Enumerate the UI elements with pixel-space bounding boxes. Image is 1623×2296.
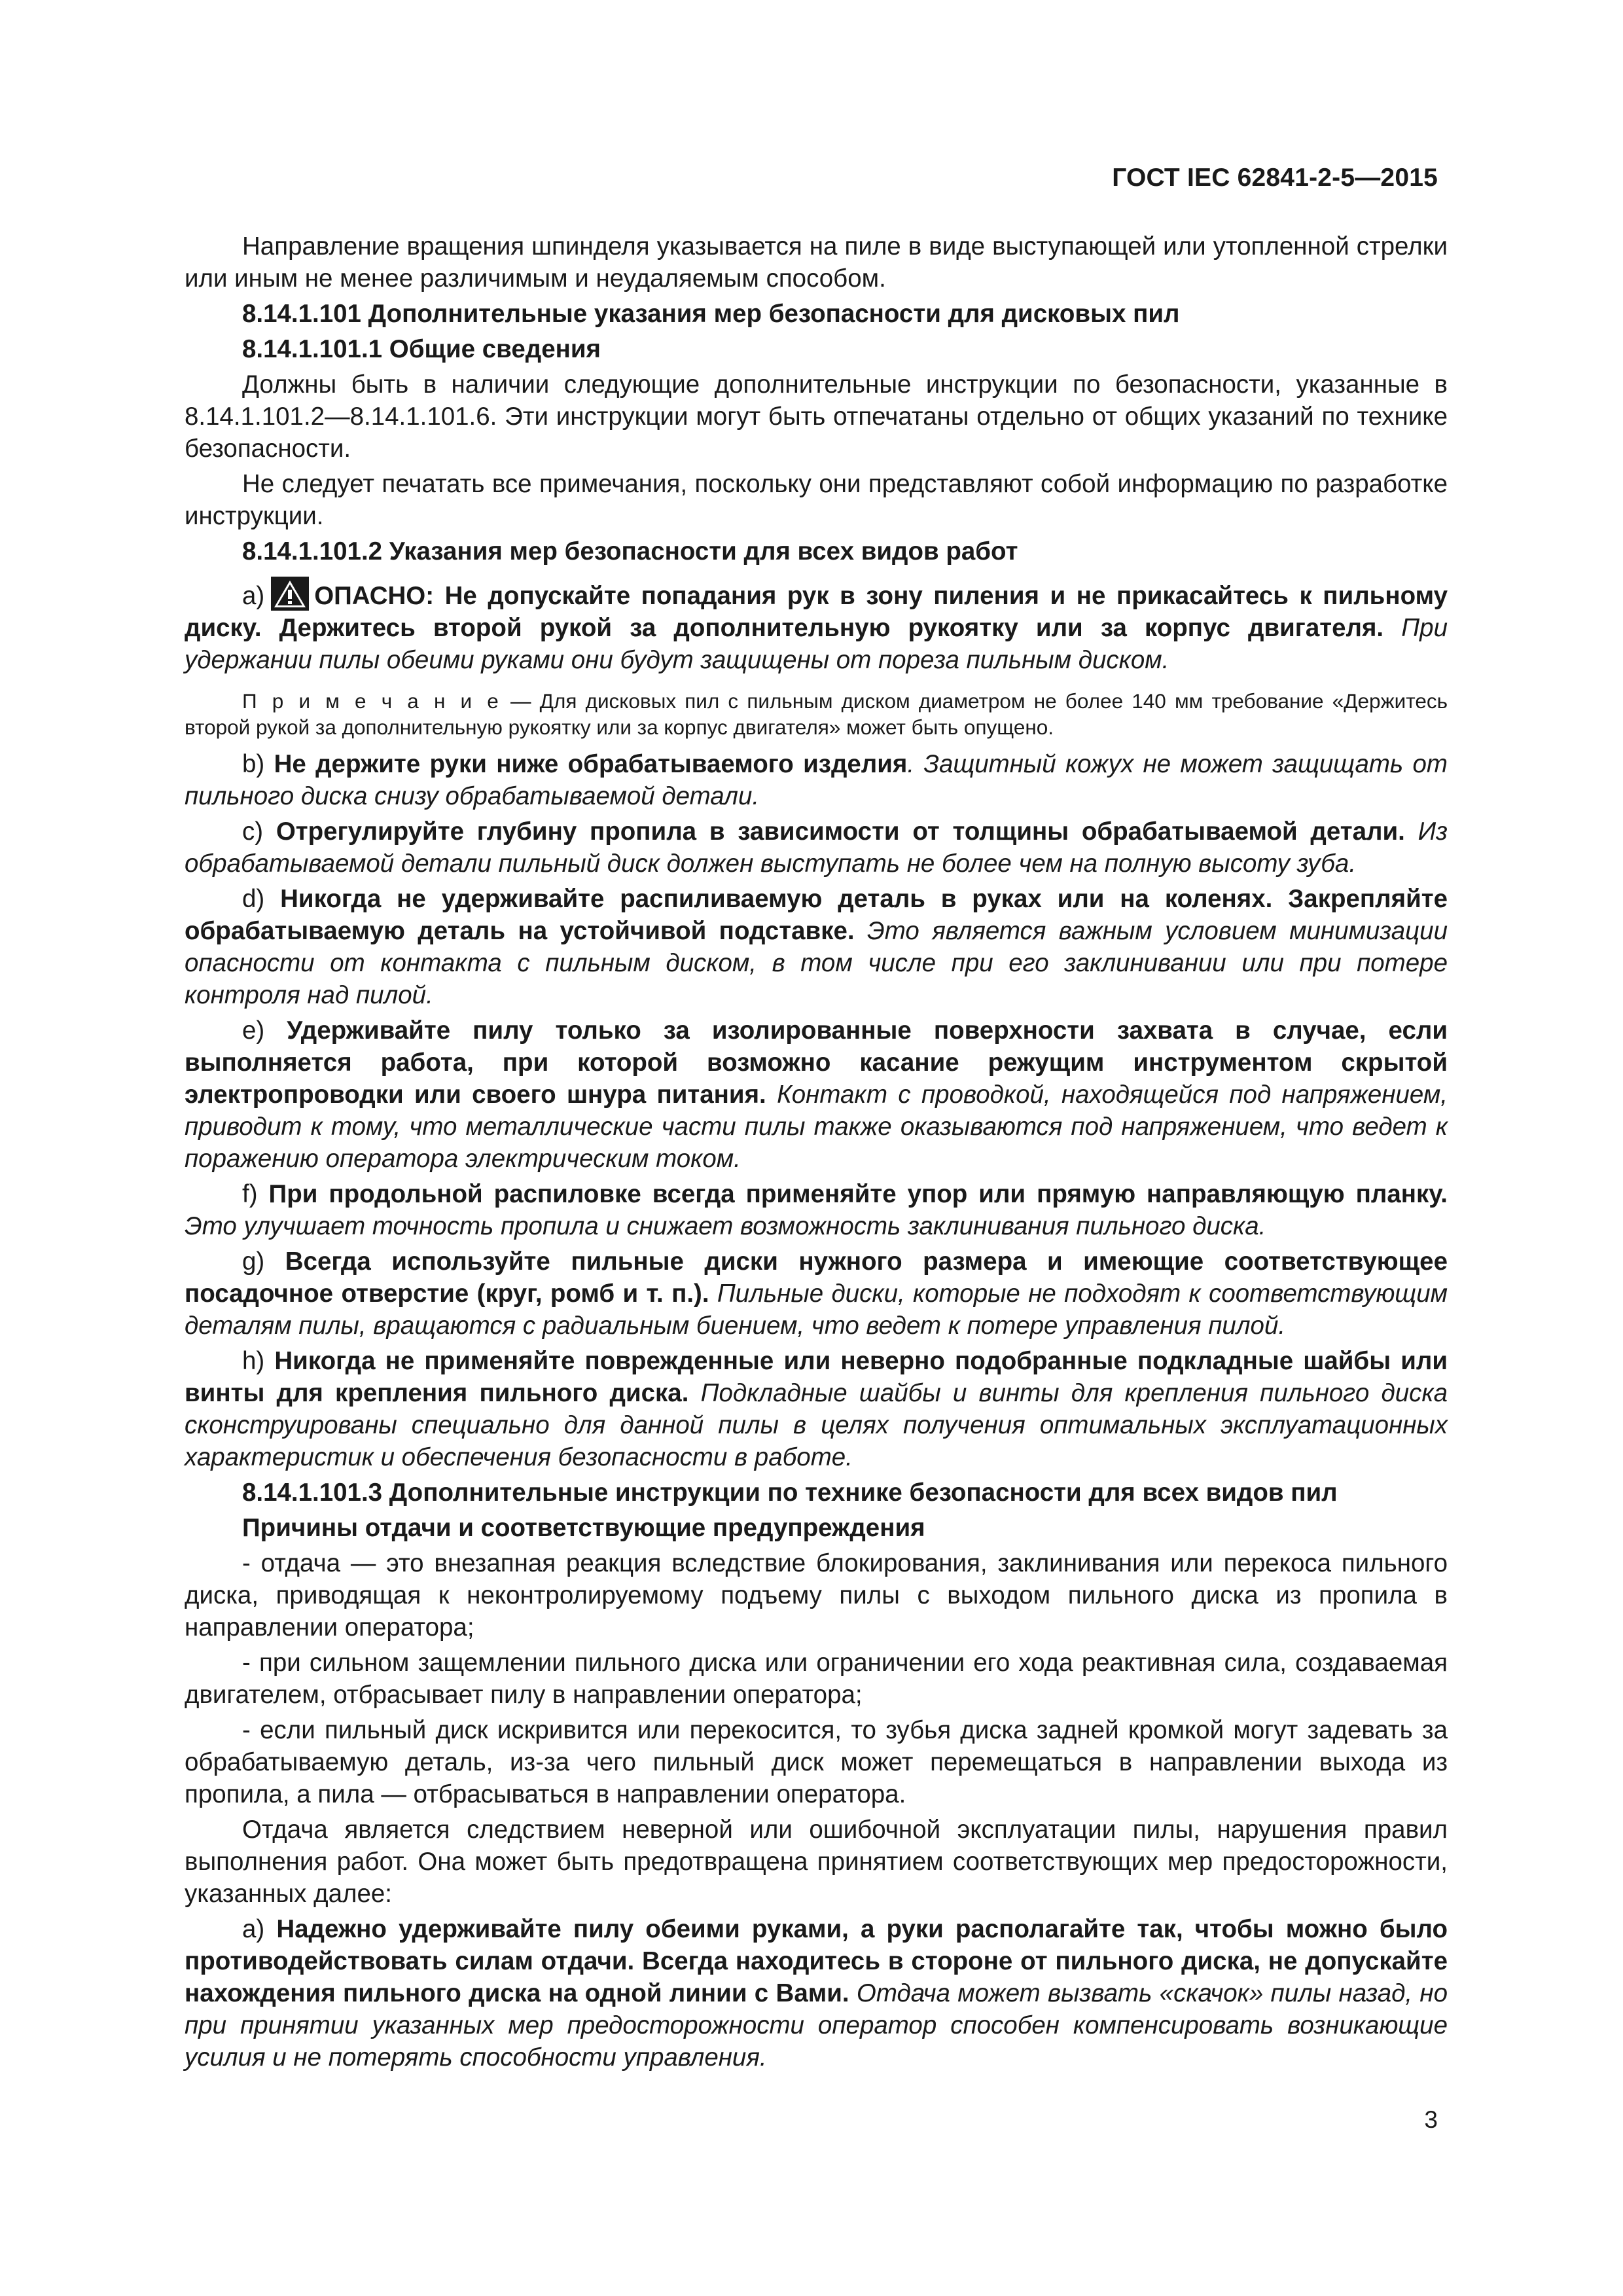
instruction-text: Не держите руки ниже обрабатываемого изделия <box>274 750 908 778</box>
list-item-a2 <box>185 1913 1448 2073</box>
list-item-f <box>185 1178 1448 1242</box>
note-label: П р и м е ч а н и е <box>242 689 502 713</box>
section-heading: 8.14.1.101 Дополнительные указания мер безопасности для дисковых пил <box>242 300 1180 328</box>
list-item-d <box>185 883 1448 1011</box>
list-label: b) <box>242 750 265 778</box>
list-item-b <box>185 748 1448 812</box>
section-heading: 8.14.1.101.3 Дополнительные инструкции по технике безопасности для всех видов пил <box>242 1479 1338 1507</box>
list-label: f) <box>242 1180 258 1208</box>
paragraph: Не следует печатать все примечания, поскольку они представляют собой информацию по разработке инструкции. <box>185 470 1448 530</box>
list-item-h <box>185 1345 1448 1473</box>
instruction-text: Никогда не применяйте поврежденные или неверно подобранные подкладные шайбы или винты для крепления пильного диска. <box>185 1347 1448 1407</box>
note-text: — Для дисковых пил с пильным диском диаметром не более 140 мм требование «Держитесь второй рукой за дополнительную рукоятку или за корпус двигателя» может быть опущено. <box>185 689 1448 739</box>
explanation-text: При удержании пилы обеими руками они будут защищены от пореза пильным диском. <box>185 614 1448 674</box>
list-label: g) <box>242 1247 265 1276</box>
subsection-heading: Причины отдачи и соответствующие предупреждения <box>242 1514 925 1542</box>
explanation-text: Это улучшает точность пропила и снижает возможность заклинивания пильного диска. <box>185 1212 1266 1240</box>
dash-item: - при сильном защемлении пильного диска или ограничении его хода реактивная сила, создаваемая двигателем, отбрасывает пилу в направлении оператора; <box>185 1649 1448 1709</box>
paragraph: Должны быть в наличии следующие дополнительные инструкции по безопасности, указанные в 8.14.1.101.2—8.14.1.101.6. Эти инструкции могут быть отпечатаны отдельно от общих указаний по технике безопасности. <box>185 370 1448 463</box>
note <box>185 688 1448 740</box>
explanation-text: Контакт с проводкой, находящейся под напряжением, приводит к тому, что металлические части пилы также оказываются под напряжением, что ведет к поражению оператора электрическим током. <box>185 1081 1448 1173</box>
list-item-c <box>185 816 1448 880</box>
instruction-text: Никогда не удерживайте распиливаемую деталь в руках или на коленях. Закрепляйте обрабатываемую деталь на устойчивой подставке. <box>185 885 1448 945</box>
instruction-text: Всегда используйте пильные диски нужного размера и имеющие соответствующее посадочное отверстие (круг, ромб и т. п.). <box>185 1247 1448 1308</box>
paragraph: Направление вращения шпинделя указывается на пиле в виде выступающей или утопленной стрелки или иным не менее различимым и неудаляемым способом. <box>185 232 1448 293</box>
instruction-text: Надежно удерживайте пилу обеими руками, а руки располагайте так, чтобы можно было противодействовать силам отдачи. Всегда находитесь в стороне от пильного диска, не допускайте нахождения пильного диска на одной линии с Вами. <box>185 1915 1448 2007</box>
explanation-text: Из обрабатываемой детали пильный диск должен выступать не более чем на полную высоту зуба. <box>185 817 1448 878</box>
list-label: e) <box>242 1016 265 1045</box>
list-item-g <box>185 1246 1448 1342</box>
dash-item: - если пильный диск искривится или перекосится, то зубья диска задней кромкой могут задевать за обрабатываемую деталь, из-за чего пильный диск может перемещаться в направлении выхода из пропила, а пила — отбрасываться в направлении оператора. <box>185 1716 1448 1808</box>
list-label: а) <box>242 1915 265 1943</box>
document-body <box>185 230 1448 2073</box>
section-heading: 8.14.1.101.1 Общие сведения <box>242 335 601 363</box>
explanation-text: Это является важным условием минимизации опасности от контакта с пильным диском, в том числе при его заклинивании или при потере контроля над пилой. <box>185 917 1448 1009</box>
explanation-text: Пильные диски, которые не подходят к соответствующим деталям пилы, вращаются с радиальным биением, что ведет к потере управления пилой. <box>185 1280 1448 1340</box>
page-number: 3 <box>1424 2106 1438 2133</box>
warning-triangle-icon <box>271 577 309 611</box>
explanation-text: Подкладные шайбы и винты для крепления пильного диска сконструированы специально для данной пилы в целях получения оптимальных эксплуатационных характеристик и обеспечения безопасности в работе. <box>185 1379 1448 1471</box>
list-label: h) <box>242 1347 265 1375</box>
section-heading: 8.14.1.101.2 Указания мер безопасности для всех видов работ <box>242 537 1018 565</box>
dash-item: - отдача — это внезапная реакция вследствие блокирования, заклинивания или перекоса пильного диска, приводящая к неконтролируемому подъему пилы с выходом пильного диска из пропила в направлении оператора; <box>185 1549 1448 1641</box>
warning-text: ОПАСНО: Не допускайте попадания рук в зону пиления и не прикасайтесь к пильному диску. Держитесь второй рукой за дополнительную рукоятку или за корпус двигателя. <box>185 582 1448 642</box>
explanation-text: Отдача может вызвать «скачок» пилы назад, но при принятии указанных мер предосторожности оператор способен компенсировать возникающие усилия и не потерять способности управления. <box>185 1979 1448 2072</box>
instruction-text: Удерживайте пилу только за изолированные поверхности захвата в случае, если выполняется работа, при которой возможно касание режущим инструментом скрытой электропроводки или своего шнура питания. <box>185 1016 1448 1109</box>
list-item-e <box>185 1014 1448 1175</box>
list-label: d) <box>242 885 265 913</box>
list-label: а) <box>242 582 265 610</box>
explanation-text: . Защитный кожух не может защищать от пильного диска снизу обрабатываемой детали. <box>185 750 1448 810</box>
paragraph: Отдача является следствием неверной или ошибочной эксплуатации пилы, нарушения правил выполнения работ. Она может быть предотвращена принятием соответствующих мер предосторожности, указанных далее: <box>185 1816 1448 1908</box>
document-header: ГОСТ IEC 62841-2-5—2015 <box>1112 164 1438 192</box>
instruction-text: Отрегулируйте глубину пропила в зависимости от толщины обрабатываемой детали. <box>276 817 1405 846</box>
list-item-a <box>185 577 1448 676</box>
instruction-text: При продольной распиловке всегда применяйте упор или прямую направляющую планку. <box>268 1180 1448 1208</box>
list-label: c) <box>242 817 264 846</box>
